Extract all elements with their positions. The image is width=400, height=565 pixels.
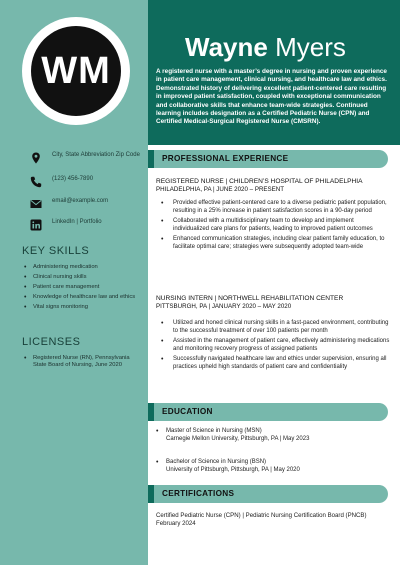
- certification-item: [156, 512, 390, 527]
- first-name: Wayne: [185, 32, 268, 62]
- certifications-title: CERTIFICATIONS: [162, 489, 235, 498]
- certification-name: Certified Pediatric Nurse (CPN) | Pediatric Nursing Certification Board (PNCB): [156, 512, 367, 519]
- skill-item: • Knowledge of healthcare law and ethics: [22, 294, 142, 301]
- email-icon: [30, 198, 42, 210]
- linkedin-icon: [30, 219, 42, 231]
- education-detail: University of Pittsburgh, Pittsburgh, PA | May 2020: [166, 466, 300, 473]
- monogram-circle: [22, 17, 130, 125]
- profile-links[interactable]: LinkedIn | Portfolio: [52, 219, 102, 225]
- education-degree: • Master of Science in Nursing (MSN): [166, 428, 262, 434]
- summary: A registered nurse with a master’s degree in nursing and proven experience in patient care management, clinical nursing, and healthcare law and ethics. Demonstrated history of delivering excellent patient-centered care resulting in improved patient satisfaction, coupled with exceptional communication and collaborative skills that enhance team-wide strategies. Continued learning includes designation as a Certified Pediatric Nurse (CPN) and Certified Medical-Surgical Registered Nurse (CMSRN).: [156, 68, 387, 126]
- education-title: EDUCATION: [162, 407, 213, 416]
- skill-item: • Vital signs monitoring: [22, 304, 142, 311]
- job-1-header: [156, 178, 392, 194]
- licenses-list: [22, 355, 142, 372]
- job-bullet: • Successfully navigated healthcare law and ethics under supervision, ensuring all practices upheld high standards of patient care and confidentiality: [156, 356, 390, 371]
- email-link[interactable]: email@example.com: [52, 198, 109, 204]
- job-2-bullets: [156, 320, 390, 374]
- certification-date: February 2024: [156, 519, 196, 527]
- key-skills-list: [22, 264, 142, 314]
- skill-item: • Clinical nursing skills: [22, 274, 142, 281]
- job-1-title: REGISTERED NURSE | CHILDREN’S HOSPITAL OF PHILADELPHIA: [156, 178, 363, 185]
- job-2-title: NURSING INTERN | NORTHWELL REHABILITATION CENTER: [156, 295, 344, 302]
- licenses-title: LICENSES: [22, 336, 81, 348]
- location-pin-icon: [30, 152, 42, 164]
- job-bullet: • Enhanced communication strategies, including clear patient family education, to facilitate optimal care; strategies were subsequently adopted team-wide: [156, 236, 390, 251]
- license-item: • Registered Nurse (RN), Pennsylvania State Board of Nursing, June 2020: [22, 355, 142, 369]
- monogram: WM: [31, 26, 121, 116]
- education-degree: • Bachelor of Science in Nursing (BSN): [166, 459, 267, 465]
- education-item: [156, 428, 390, 443]
- job-bullet: • Assisted in the management of patient care, effectively administering medications and monitoring recovery progress of assigned patients: [156, 338, 390, 353]
- job-1-bullets: [156, 200, 390, 254]
- skill-item: • Administering medication: [22, 264, 142, 271]
- skill-item: • Patient care management: [22, 284, 142, 291]
- education-detail: Carnegie Mellon University, Pittsburgh, PA | May 2023: [166, 435, 310, 442]
- job-bullet: • Utilized and honed clinical nursing skills in a fast-paced environment, contributing to the successful treatment of over 100 patients per month: [156, 320, 390, 335]
- contact-links[interactable]: [30, 219, 142, 231]
- education-item: [156, 459, 390, 474]
- experience-title: PROFESSIONAL EXPERIENCE: [162, 154, 289, 163]
- job-2-meta: PITTSBURGH, PA | JANUARY 2020 – MAY 2020: [156, 303, 292, 310]
- phone-icon: [30, 176, 42, 188]
- job-1-meta: PHILADELPHIA, PA | JUNE 2020 – PRESENT: [156, 186, 285, 193]
- contact-phone: [30, 176, 142, 188]
- contact-email[interactable]: [30, 198, 142, 210]
- job-2-header: [156, 295, 392, 311]
- job-bullet: • Collaborated with a multidisciplinary team to develop and implement individualized care plans for patients, leading to improved patient outcomes: [156, 218, 390, 233]
- phone-text: (123) 456-7890: [52, 176, 94, 182]
- contact-location: [30, 152, 142, 164]
- last-name: Myers: [275, 32, 346, 62]
- key-skills-title: KEY SKILLS: [22, 245, 90, 257]
- candidate-name: [185, 32, 346, 62]
- job-bullet: • Provided effective patient-centered care to a diverse pediatric patient population, resulting in a 25% increase in patient satisfaction scores in a 90-day period: [156, 200, 390, 215]
- location-text: City, State Abbreviation Zip Code: [52, 152, 140, 158]
